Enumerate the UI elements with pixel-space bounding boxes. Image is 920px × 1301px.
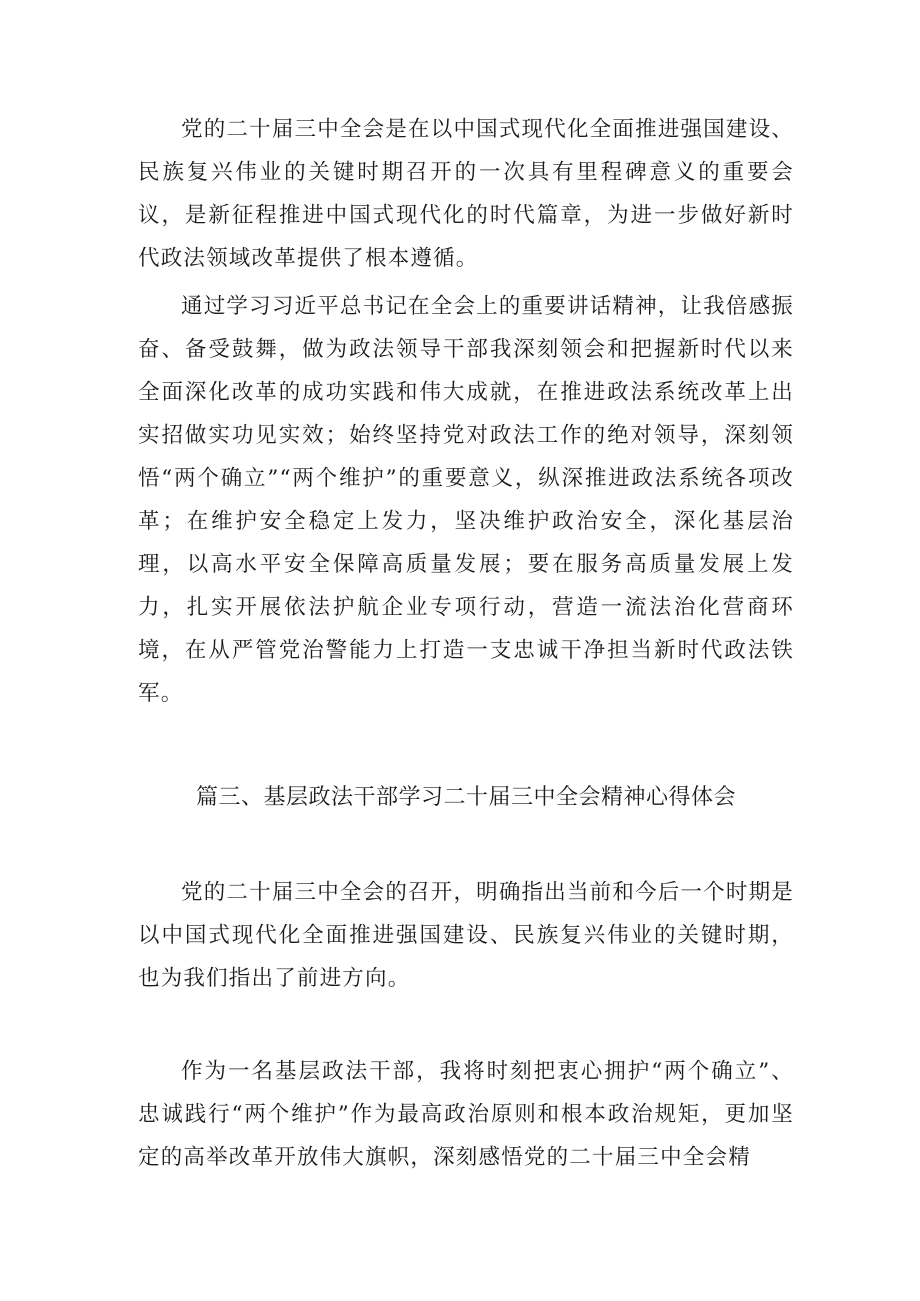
body-paragraph: 通过学习习近平总书记在全会上的重要讲话精神，让我倍感振奋、备受鼓舞，做为政法领导干部我深刻领会和把握新时代以来全面深化改革的成功实践和伟大成就，在推进政法系统改革上出实招做实功见实效；始终坚持党对政法工作的绝对领导，深刻领悟“两个确立”“两个维护”的重要意义，纵深推进政法系统各项改革；在维护安全稳定上发力，坚决维护政治安全，深化基层治理，以高水平安全保障高质量发展；要在服务高质量发展上发力，扎实开展依法护航企业专项行动，营造一流法治化营商环境，在从严管党治警能力上打造一支忠诚干净担当新时代政法铁军。 [138, 294, 794, 706]
body-paragraph: 作为一名基层政法干部，我将时刻把衷心拥护“两个确立”、忠诚践行“两个维护”作为最高政治原则和根本政治规矩，更加坚定的高举改革开放伟大旗帜，深刻感悟党的二十届三中全会精 [138, 1059, 794, 1170]
body-paragraph: 党的二十届三中全会的召开，明确指出当前和今后一个时期是以中国式现代化全面推进强国建设、民族复兴伟业的关键时期，也为我们指出了前进方向。 [138, 880, 794, 991]
body-paragraph: 党的二十届三中全会是在以中国式现代化全面推进强国建设、民族复兴伟业的关键时期召开的一次具有里程碑意义的重要会议，是新征程推进中国式现代化的时代篇章，为进一步做好新时代政法领域改革提供了根本遵循。 [138, 117, 794, 271]
section-heading: 篇三、基层政法干部学习二十届三中全会精神心得体会 [195, 785, 736, 810]
